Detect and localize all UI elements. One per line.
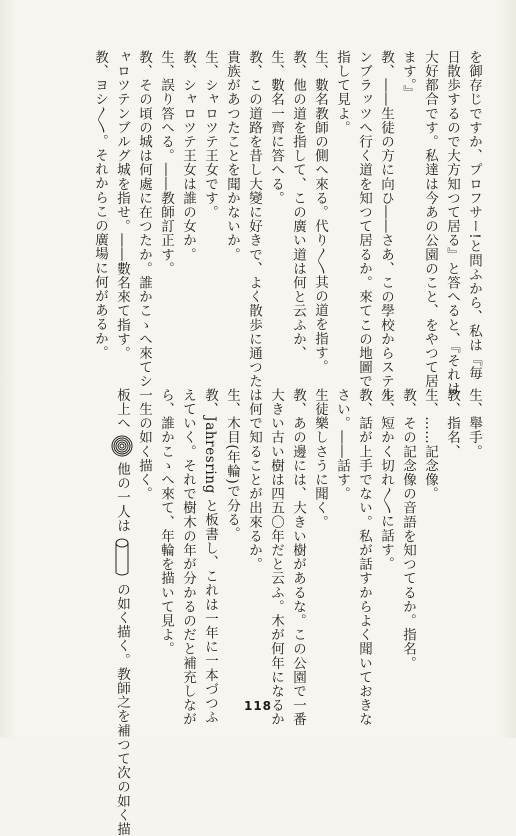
text-line: 教、あの邊には、大きい樹があるな。この公園で一番 bbox=[290, 388, 306, 727]
last-line-part-2: 他の一人は bbox=[114, 462, 130, 533]
text-line: を御存じですか、プロフサー!と問ふから、私は『毎 bbox=[466, 50, 482, 381]
text-line: 日散歩するので大方知つて居る』と答へると、『それは bbox=[444, 50, 460, 396]
text-line: は何で知ることが出來るか。 bbox=[246, 388, 262, 572]
top-text-block bbox=[89, 50, 485, 403]
text-line: 生、數名教師の側へ來る。代り〳〵其の道を指す。 bbox=[312, 50, 328, 374]
text-line: 指して見よ。 bbox=[334, 50, 350, 135]
page-number: 118 bbox=[243, 699, 273, 713]
text-line: 生、シャロツテ王女です。 bbox=[202, 50, 218, 220]
text-line: 生、木目(年輪)で分る。 bbox=[224, 388, 240, 541]
text-line: 生、短かく切れ〳〵に話す。 bbox=[378, 388, 394, 571]
text-line: 教、指名、 bbox=[444, 388, 460, 459]
last-line-part-1: 板上へ bbox=[114, 388, 130, 431]
log-cylinder-icon bbox=[114, 538, 130, 578]
text-line: 教、他の道を指して、この廣い道は何と云ふか、 bbox=[290, 50, 306, 361]
text-line: 大好都合です。私達は今あの公園のこと、をやつて居 bbox=[422, 50, 438, 389]
text-line bbox=[111, 388, 133, 836]
text-line: ンブラッツへ行く道を知つて居るか。來てこの地圖で bbox=[356, 50, 372, 389]
text-line: 教、その記念像の音語を知つてるか。指名。 bbox=[400, 388, 416, 670]
text-line: 教、話が上手でない。私が話すからよく聞いておきな bbox=[356, 388, 372, 727]
text-line: 貴族があつたことを聞かないか。 bbox=[224, 50, 240, 262]
text-line: ら、誰かこゝへ來て、年輪を描いて見よ。 bbox=[158, 388, 174, 656]
text-line: 教、この道路を昔し大變に好きで、よく散歩に通つた bbox=[246, 50, 262, 389]
last-line-part-3: の如く描く。教師之を補つて次の如く描 bbox=[114, 582, 130, 836]
text-line: 教、シャロツテ王女は誰の女か。 bbox=[180, 50, 196, 262]
text-line: 生、誤り答へる。――教師訂正す。 bbox=[158, 50, 174, 276]
text-line: 生、……記念像。 bbox=[422, 388, 438, 501]
text-line: 生、數名一齊に答へる。 bbox=[268, 50, 284, 206]
text-line: さい。――話す。 bbox=[334, 388, 350, 501]
text-line: 生徒樂しさうに聞く。 bbox=[312, 388, 328, 529]
text-line: 教、その頃の城は何處に在つたか。誰かこゝへ來てシ bbox=[136, 50, 152, 389]
text-line: ます。』 bbox=[400, 50, 416, 100]
text-line: 教、Jahresring と板書し、これは一年に一本づつふ bbox=[202, 388, 218, 725]
text-line: 教、ヨシ〳〵。それからこの廣場に何があるか。 bbox=[92, 50, 108, 360]
text-line: 大きい古い樹は四五〇年だと云ふ。木が何年になるか bbox=[268, 388, 284, 727]
text-line: 一生の如く描く。 bbox=[136, 388, 152, 501]
text-line: 生、舉手。 bbox=[466, 388, 482, 459]
tree-ring-icon bbox=[111, 435, 133, 457]
text-line: えていく。それで樹木の年が分かるのだと補充しなが bbox=[180, 388, 196, 727]
text-line: 教、――生徒の方に向ひ――さあ、この學校からステル bbox=[378, 50, 394, 403]
text-line: ャロツテンブルグ城を指せ。――數名來て指す。 bbox=[114, 50, 130, 361]
